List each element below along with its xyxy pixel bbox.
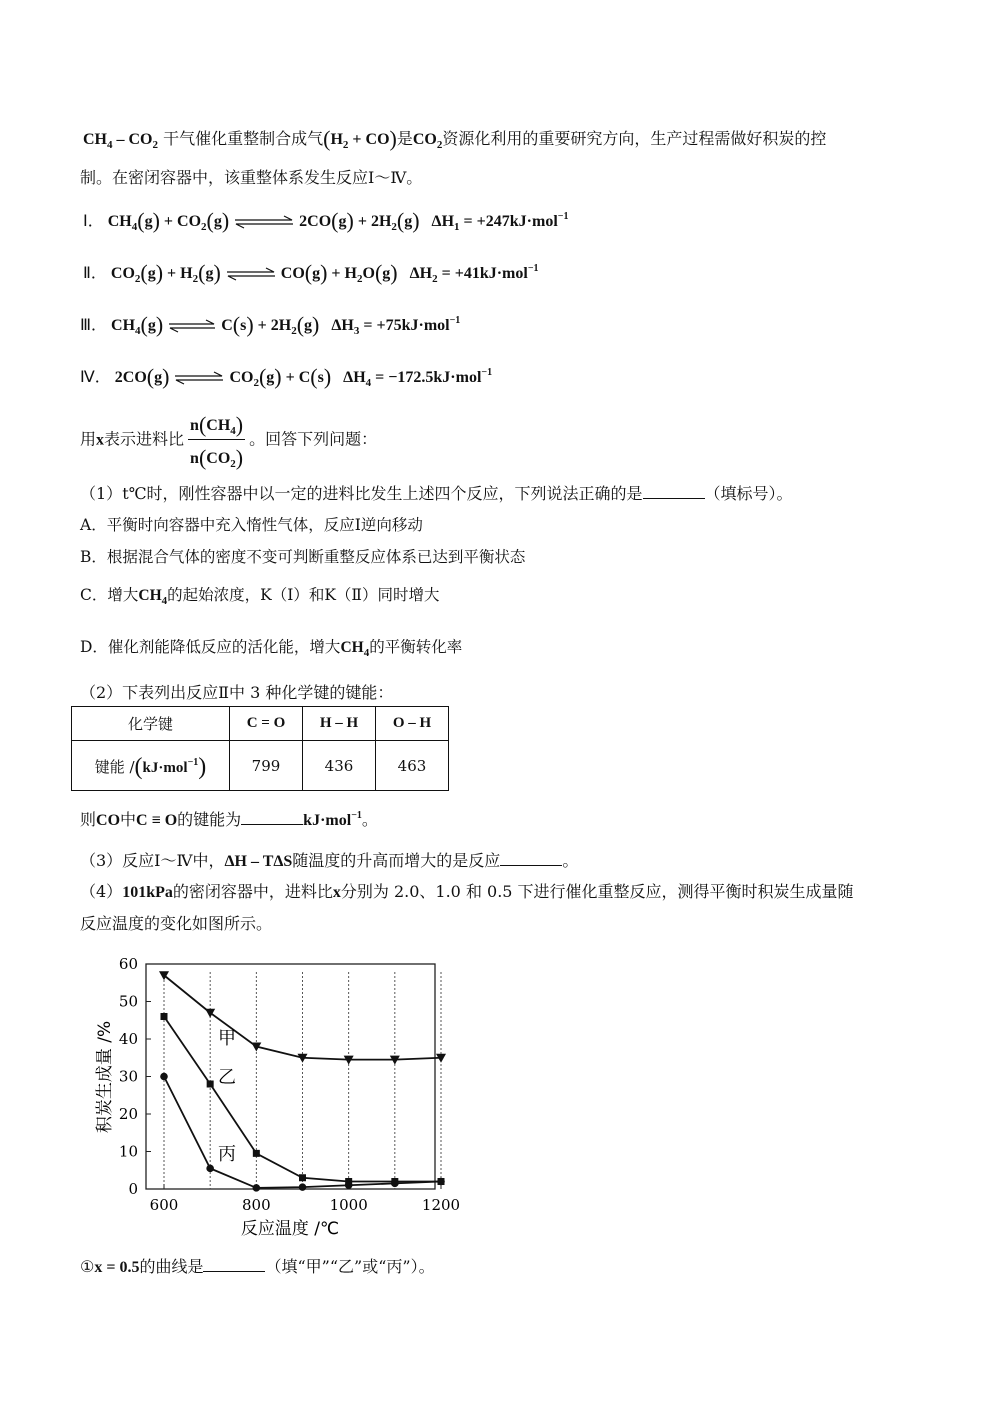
x-tick-label: 800 xyxy=(242,1196,271,1214)
question-1-stem: （1）t℃时，刚性容器中以一定的进料比发生上述四个反应，下列说法正确的是 （填标号）。 xyxy=(80,484,793,503)
data-point xyxy=(161,1013,168,1020)
chart-svg xyxy=(90,952,461,1239)
x-tick-label: 600 xyxy=(149,1196,179,1214)
q1-option-a: A．平衡时向容器中充入惰性气体，反应Ⅰ逆向移动 xyxy=(80,516,423,534)
answer-blank-q2[interactable] xyxy=(241,810,303,825)
question-3-stem: （3）反应Ⅰ～Ⅳ中，ΔH – TΔS随温度的升高而增大的是反应 。 xyxy=(80,851,579,870)
series-label: 甲 xyxy=(218,1028,236,1049)
question-4-sub-1: ①x = 0.5的曲线是 （填“甲”“乙”或“丙”）。 xyxy=(80,1257,435,1276)
y-tick-label: 10 xyxy=(118,1142,138,1161)
data-point xyxy=(299,1183,307,1191)
carbon-deposit-chart xyxy=(90,952,461,1239)
bond-energy-table xyxy=(71,706,449,791)
y-tick-label: 40 xyxy=(118,1030,138,1048)
data-point xyxy=(345,1181,353,1189)
plot-frame xyxy=(146,964,435,1189)
equilibrium-arrow-icon xyxy=(226,268,276,280)
answer-blank-q3[interactable] xyxy=(500,851,562,866)
question-4-stem: （4）101kPa的密闭容器中，进料比x分别为 2.0、1.0 和 0.5 下进行催化重整反应，测得平衡时积炭生成量随 xyxy=(80,882,854,901)
feed-ratio-fraction: $\frac{n(CH_4)}{n(CO_2)}$ xyxy=(190,412,244,471)
data-point xyxy=(207,1081,214,1088)
answer-blank-q1[interactable] xyxy=(643,484,705,499)
x-tick-label: 1200 xyxy=(421,1196,461,1214)
intro-line-1: $CH_4 - CO_2$ 干气催化重整制合成气$(H_2 + CO)$是$CO_2$资源化利用的重要研究方向，生产过程需做好积炭的控 xyxy=(83,126,827,151)
feed-ratio-definition: 用x表示进料比 $\frac{n(CH_4)}{n(CO_2)}$ 。回答下列问题： xyxy=(80,412,378,471)
table-cell-value: 799 xyxy=(230,741,303,791)
y-tick-label: 30 xyxy=(118,1067,138,1086)
equilibrium-arrow-icon xyxy=(168,320,216,332)
data-point xyxy=(253,1184,261,1192)
equilibrium-arrow-icon xyxy=(174,372,224,384)
table-header-c-o: C = O xyxy=(230,707,303,741)
series-label: 乙 xyxy=(218,1067,236,1088)
y-tick-label: 60 xyxy=(118,955,138,973)
table-header-h-h: H – H xyxy=(303,707,376,741)
question-4-line-2: 反应温度的变化如图所示。 xyxy=(80,914,273,933)
q1-option-b: B．根据混合气体的密度不变可判断重整反应体系已达到平衡状态 xyxy=(80,548,526,566)
table-header-bond: 化学键 xyxy=(72,707,230,741)
data-point xyxy=(391,1180,399,1188)
q1-option-d: D．催化剂能降低反应的活化能，增大$CH_4$的平衡转化率 xyxy=(80,638,463,659)
y-tick-label: 0 xyxy=(128,1180,138,1198)
data-point xyxy=(206,1165,214,1173)
answer-blank-q4-1[interactable] xyxy=(203,1257,265,1272)
data-point xyxy=(253,1150,260,1157)
intro-line-2: 制。在密闭容器中，该重整体系发生反应Ⅰ～Ⅳ。 xyxy=(80,168,423,187)
equilibrium-arrow-icon xyxy=(234,216,294,228)
reaction-2: Ⅱ． $CO_2(g) + H_2(g) CO(g) + H_2O(g) \Delta H_2 = +41kJ\cdot mol^{-1}$ xyxy=(83,260,539,285)
table-row-label: 键能 /(kJ·mol$^{-1}$) xyxy=(72,741,230,791)
table-header-o-h: O – H xyxy=(376,707,449,741)
y-axis-label: 积炭生成量 /% xyxy=(95,1020,115,1134)
data-point xyxy=(437,1178,445,1186)
y-tick-label: 20 xyxy=(118,1105,138,1123)
x-tick-label: 1000 xyxy=(329,1196,368,1214)
reaction-1: Ⅰ． $CH_4(g) + CO_2(g) 2CO(g) + 2H_2(g) \Delta H_1 = +247kJ\cdot mol^{-1}$ xyxy=(83,208,569,233)
q1-option-c: C．增大$CH_4$的起始浓度，K（Ⅰ）和K（Ⅱ）同时增大 xyxy=(80,586,440,607)
series-label: 丙 xyxy=(218,1144,236,1165)
y-tick-label: 50 xyxy=(118,992,138,1011)
x-axis-label: 反应温度 /℃ xyxy=(240,1219,340,1239)
reaction-3: Ⅲ． $CH_4(g) C(s) + 2H_2(g) \Delta H_3 = +75kJ\cdot mol^{-1}$ xyxy=(80,312,461,337)
table-cell-value: 463 xyxy=(376,741,449,791)
data-point xyxy=(160,1073,168,1081)
data-point xyxy=(299,1174,306,1181)
question-2-stem: （2）下表列出反应Ⅱ中 3 种化学键的键能： xyxy=(80,683,394,702)
question-2-follow-up: 则CO中C ≡ O的键能为 kJ·mol$^{-1}$。 xyxy=(80,810,378,829)
table-cell-value: 436 xyxy=(303,741,376,791)
reaction-4: Ⅳ． 2CO(g) $CO_2(g) + C(s) \Delta H_4 = -172.5kJ\cdot mol^{-1}$ xyxy=(80,364,493,389)
